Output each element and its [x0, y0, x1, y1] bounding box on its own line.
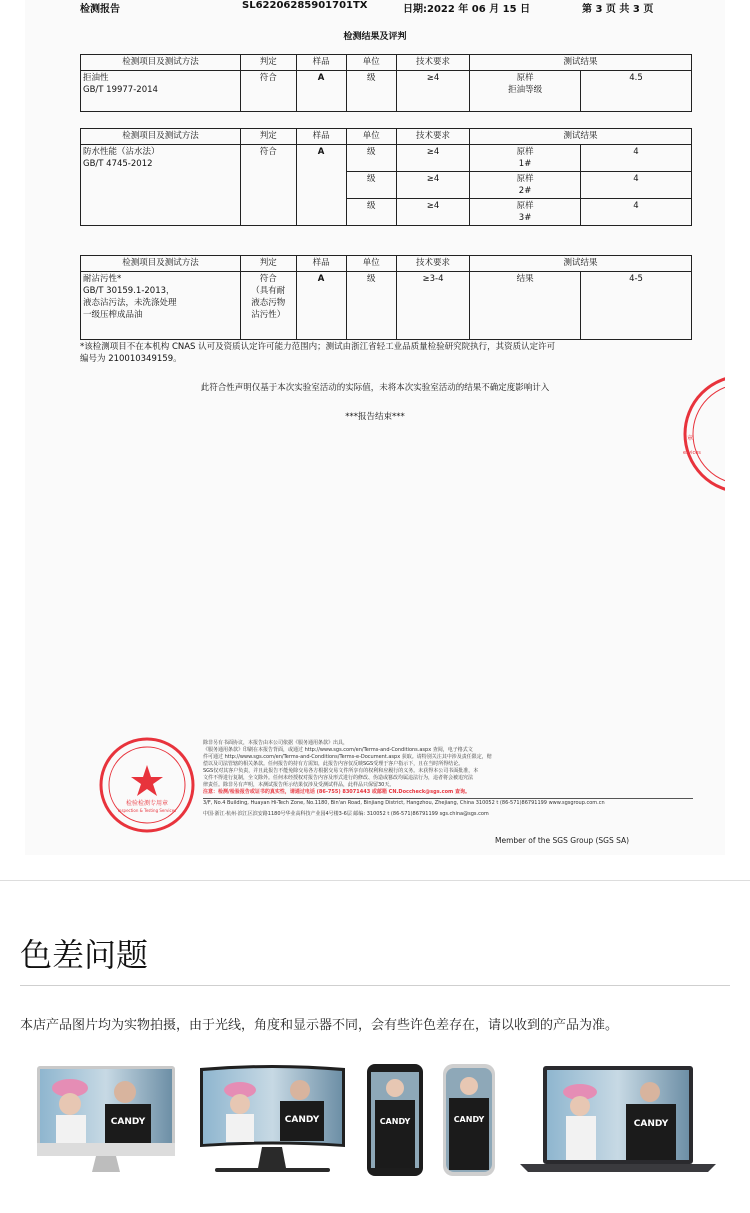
footnote: [80, 341, 695, 365]
unit: 级: [346, 272, 396, 340]
col-header: 技术要求: [396, 256, 469, 272]
section-divider: [0, 880, 750, 881]
table-row: [81, 272, 692, 340]
color-section-description: 本店产品图片均为实物拍摄，由于光线，角度和显示器不同，会有些许色差存在，请以收到的产品为准。: [20, 1018, 619, 1033]
verdict-text: 符合: [259, 274, 277, 284]
col-header: 单位: [346, 55, 396, 71]
verdict: [241, 272, 296, 340]
col-header: 测试结果: [470, 129, 692, 145]
method-detail: 一级压榨成品油: [83, 310, 143, 320]
fine-line: 除非另有书面协议，本报告由本公司依据《服务通用条款》出具，: [203, 740, 349, 746]
stamp-sub-text: Inspection & Testing Services: [117, 808, 177, 813]
phone-2: [443, 1064, 495, 1176]
end-note: ***报告结束***: [345, 412, 405, 422]
report-date: 日期:2022 年 06 月 15 日: [403, 4, 531, 15]
col-header: 技术要求: [396, 129, 469, 145]
shirt-print-text: CANDY: [110, 1117, 146, 1127]
result-label: [470, 199, 581, 226]
item-name: 耐沾污性*: [83, 274, 122, 284]
col-header: 检测项目及测试方法: [81, 55, 241, 71]
result-value: 4: [581, 172, 692, 199]
shirt-print-text: CANDY: [453, 1115, 485, 1124]
method-detail: 液态沾污法，未洗涤处理: [83, 298, 177, 308]
title-rule: [20, 985, 730, 986]
col-header: 测试结果: [470, 256, 692, 272]
col-header: 样品: [296, 55, 346, 71]
table-header-row: [81, 55, 692, 71]
table-row: [81, 71, 692, 112]
fine-line: SGS仅对其客户负责，并且此报告不能免除交易各方根据交易文件所享有的权利和应履行的义务。未获得本公司书面批准，本: [203, 768, 479, 774]
shirt-print-text: CANDY: [633, 1119, 669, 1129]
water-repellency-table: [80, 128, 692, 226]
method-name: GB/T 19977-2014: [83, 85, 158, 95]
shirt-print-text: CANDY: [379, 1117, 411, 1126]
table-header-row: [81, 256, 692, 272]
result-sub-text: 1#: [518, 159, 532, 169]
oil-repellency-table: [80, 54, 692, 112]
requirement: ≥4: [396, 172, 469, 199]
footnote-line: 编号为 210010349159。: [80, 354, 182, 364]
requirement: ≥4: [396, 71, 469, 112]
col-header: 判定: [241, 129, 296, 145]
fine-line: 《服务通用条款》印刷在本报告背面，或通过 http://www.sgs.com/en/Terms-and-Conditions.aspx 查阅，电子格式文: [203, 747, 473, 753]
unit: 级: [346, 145, 396, 172]
stamp-right-seal: [681, 370, 725, 500]
result-label: [470, 172, 581, 199]
test-report-page: [25, 0, 725, 855]
col-header: 检测项目及测试方法: [81, 256, 241, 272]
report-header: [25, 0, 725, 14]
phone-1: [367, 1064, 423, 1176]
report-label: 检测报告: [80, 4, 120, 15]
result-label-text: 原样: [516, 201, 534, 211]
footnote-line: *该检测项目不在本机构 CNAS 认可及资质认定许可能力范围内；测试由浙江省轻工业品质量检验研究院执行，其资质认定许可: [80, 342, 556, 352]
device-comparison: [0, 1060, 750, 1180]
verdict: 符合: [241, 71, 296, 112]
unit: 级: [346, 172, 396, 199]
result-value: 4.5: [581, 71, 692, 112]
requirement: ≥3-4: [396, 272, 469, 340]
verdict-text: 沾污性）: [251, 310, 286, 320]
test-item: [81, 272, 241, 340]
sample: A: [296, 272, 346, 340]
imac-monitor: [37, 1066, 175, 1172]
conformity-note: 此符合性声明仅基于本次实验室活动的实际值，未将本次实验室活动的结果不确定度影响计入: [200, 383, 550, 393]
col-header: 测试结果: [470, 55, 692, 71]
section-title: 检测结果及评判: [343, 32, 407, 42]
stamp-bottom-seal: [85, 735, 215, 835]
requirement: ≥4: [396, 199, 469, 226]
test-item: [81, 145, 241, 226]
result-sub-text: 拒油等级: [508, 85, 543, 95]
stamp-text: 检验检测专用章: [125, 800, 169, 807]
unit: 级: [346, 199, 396, 226]
verdict-text: （具有耐: [251, 286, 286, 296]
laptop: [520, 1066, 716, 1172]
svg-text:ervices: ervices: [683, 450, 701, 456]
requirement: ≥4: [396, 145, 469, 172]
item-name: 拒油性: [83, 73, 109, 83]
result-sub-text: 3#: [518, 213, 532, 223]
col-header: 单位: [346, 256, 396, 272]
result-label: [470, 145, 581, 172]
test-item: [81, 71, 241, 112]
color-section-title: 色差问题: [20, 936, 149, 974]
page-indicator: 第 3 页 共 3 页: [582, 4, 654, 15]
result-label: 结果: [470, 272, 581, 340]
fine-line: 文件不得进行复制，全文除外。任何未经授权对报告内容及形式进行的修改、伪造或篡改均属违法行为，违者将会被追究法: [203, 775, 474, 781]
result-label-text: 原样: [516, 174, 534, 184]
col-header: 技术要求: [396, 55, 469, 71]
verdict: 符合: [241, 145, 296, 226]
result-value: 4-5: [581, 272, 692, 340]
result-value: 4: [581, 199, 692, 226]
col-header: 判定: [241, 55, 296, 71]
member-line: Member of the SGS Group (SGS SA): [495, 836, 630, 845]
table-row: [81, 145, 692, 172]
address-line: 3/F, No.4 Building, Huayan Hi-Tech Zone, No.1180, Bin'an Road, Binjiang District, Hangzhou, Zhejiang, China 310052 t (86-571)86791199 www.sgsgroup.com.cn: [203, 798, 693, 807]
soil-resistance-table: [80, 255, 692, 340]
sample: A: [296, 71, 346, 112]
curved-monitor: [200, 1065, 345, 1172]
report-number: SL62206285901701TX: [242, 0, 368, 11]
col-header: 判定: [241, 256, 296, 272]
result-label-text: 原样: [516, 147, 534, 157]
col-header: 样品: [296, 129, 346, 145]
method-name: GB/T 4745-2012: [83, 159, 153, 169]
address-line: 中国·浙江·杭州·滨江区滨安路1180号华业高科技产业园4号楼3-6层 邮编: 310052 t (86-571)86791199 sgs.china@sgs.com: [203, 811, 489, 817]
result-label-text: 原样: [516, 73, 534, 83]
result-label: [470, 71, 581, 112]
terms-fine-print: [203, 740, 693, 818]
unit: 级: [346, 71, 396, 112]
fine-line: 偿以及司法管辖的相关条款。任何报告的持有方需知，此报告内容仅反映SGS受理于客户指示下，且在当时所得结论。: [203, 761, 464, 767]
table-header-row: [81, 129, 692, 145]
col-header: 样品: [296, 256, 346, 272]
fine-line: 律责任。除非另有声明，本测试报告所示结果仅涉及受测试样品，此样品只保留30天。: [203, 782, 395, 788]
fine-line: 件可通过 http://www.sgs.com/en/Terms-and-Conditions/Terms-e-Document.aspx 获取。请特别关注其中涉及责任限定，赔: [203, 754, 492, 760]
result-value: 4: [581, 145, 692, 172]
fine-line: 注意：检测/检验报告或证书的真实性，请通过电话 (86-755) 83071443 或邮箱 CN.Doccheck@sgs.com 查询。: [203, 789, 470, 795]
sample: A: [296, 145, 346, 226]
svg-text:章: 章: [687, 435, 694, 442]
verdict-text: 液态污物: [251, 298, 286, 308]
shirt-print-text: CANDY: [284, 1115, 320, 1125]
method-name: GB/T 30159.1-2013，: [83, 286, 175, 296]
result-sub-text: 2#: [518, 186, 532, 196]
item-name: 防水性能（沾水法）: [83, 147, 160, 157]
col-header: 单位: [346, 129, 396, 145]
col-header: 检测项目及测试方法: [81, 129, 241, 145]
